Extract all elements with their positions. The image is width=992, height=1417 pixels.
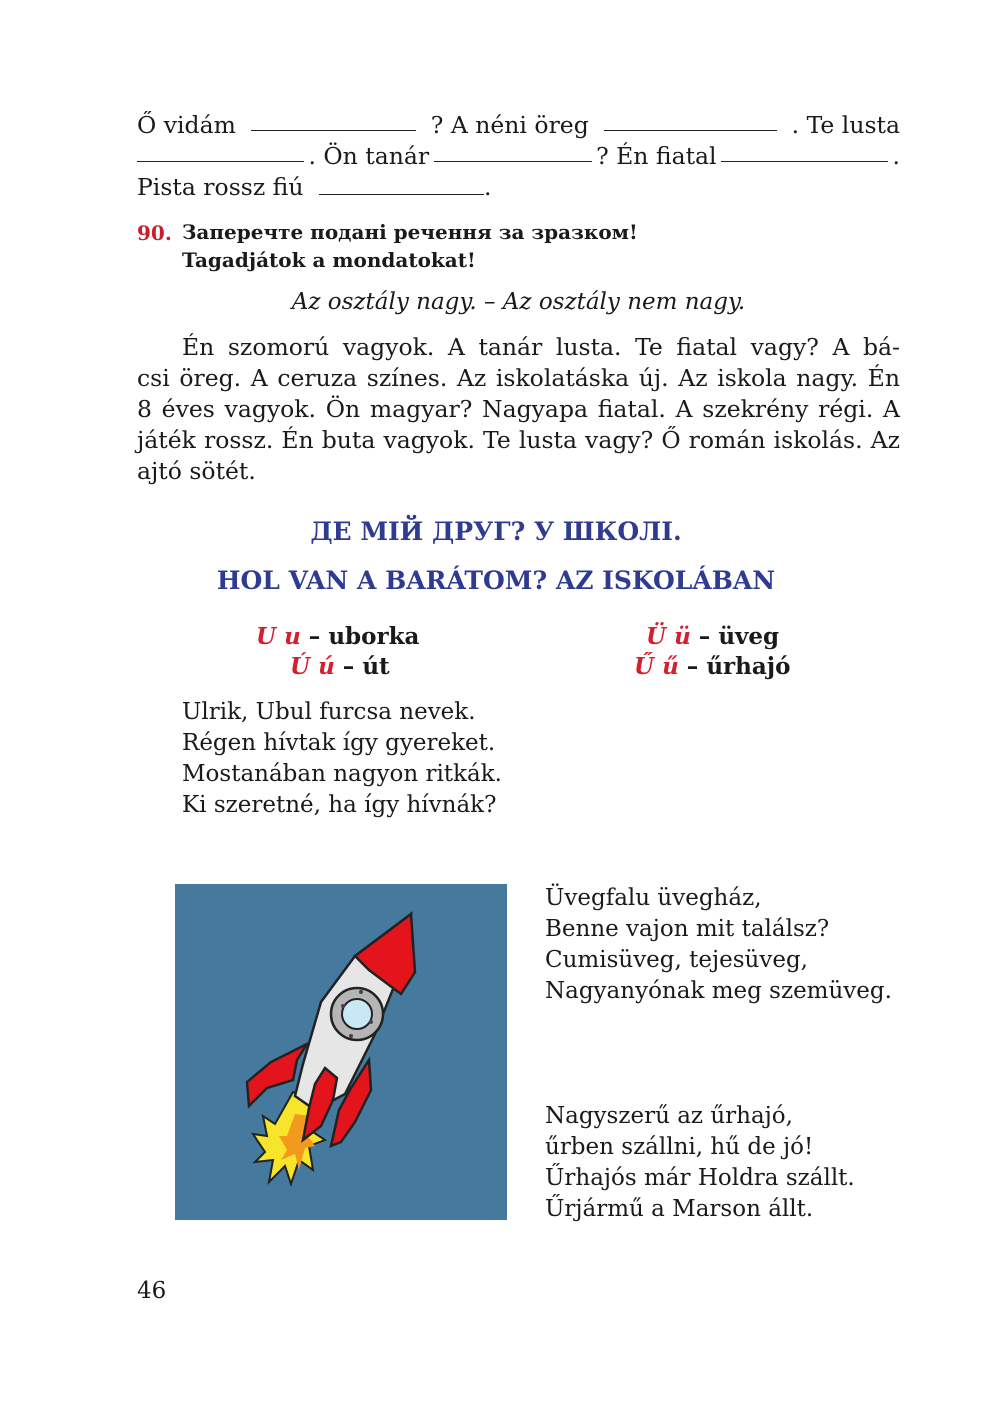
exercise-text: csi öreg. A ceruza színes. Az iskolatáska új. Az iskola nagy. Én <box>137 364 900 392</box>
fill-text: Pista rossz fiú <box>137 173 304 201</box>
blank-line[interactable] <box>137 141 304 162</box>
poem-line: Mostanában nagyon ritkák. <box>182 761 502 787</box>
fill-in-line-3 <box>137 172 900 203</box>
poem-line: Ki szeretné, ha így hívnák? <box>182 792 497 818</box>
rocket-icon <box>175 884 507 1220</box>
letter-pair-ue-long <box>634 653 790 680</box>
blank-line[interactable] <box>434 141 592 162</box>
fill-text: . <box>892 142 900 170</box>
letter-dash: – <box>334 653 363 680</box>
section-heading-ua: ДЕ МІЙ ДРУГ? У ШКОЛІ. <box>310 517 682 546</box>
exercise-text: játék rossz. Én buta vagyok. Te lusta vagy? Ő román iskolás. Az <box>137 426 900 454</box>
fill-text: . <box>483 173 492 201</box>
fill-text: Ő vidám <box>137 111 236 139</box>
poem-ulrik <box>182 697 502 821</box>
poem-uveg <box>545 883 892 1007</box>
exercise-number: 90. <box>137 221 172 245</box>
letter-word: üveg <box>718 623 780 650</box>
blank-line[interactable] <box>251 110 416 131</box>
exercise-example: Az osztály nagy. – Az osztály nem nagy. <box>291 289 746 315</box>
poem-line: Űrjármű a Marson állt. <box>545 1196 814 1222</box>
letter-pair-ue <box>646 623 779 650</box>
poem-line: űrben szállni, hű de jó! <box>545 1134 814 1160</box>
exercise-text: Én szomorú vagyok. A tanár lusta. Te fiatal vagy? A bá- <box>182 333 900 361</box>
exercise-text-line <box>137 394 900 425</box>
fill-in-line-2 <box>137 141 900 172</box>
letter-word: uborka <box>328 623 420 650</box>
fill-text: . Ön tanár <box>308 142 430 170</box>
fill-in-line-1 <box>137 110 900 141</box>
poem-line: Régen hívtak így gyereket. <box>182 730 496 756</box>
section-heading-hu: HOL VAN A BARÁTOM? AZ ISKOLÁBAN <box>216 566 776 595</box>
exercise-text-line <box>137 363 900 394</box>
poem-line: Nagyszerű az űrhajó, <box>545 1103 793 1129</box>
poem-urhajo <box>545 1101 855 1225</box>
poem-line: Nagyanyónak meg szemüveg. <box>545 978 892 1004</box>
poem-line: Ulrik, Ubul furcsa nevek. <box>182 699 476 725</box>
letter-pair-u-long <box>290 653 390 680</box>
letter-dash: – <box>690 623 719 650</box>
letter-label: Ü ü <box>646 623 691 650</box>
blank-line[interactable] <box>319 174 484 195</box>
letter-label: Ú ú <box>290 653 335 680</box>
letter-dash: – <box>678 653 707 680</box>
letter-word: út <box>362 653 390 680</box>
exercise-text-line <box>137 425 900 456</box>
exercise-text-line <box>137 332 900 363</box>
exercise-text: ajtó sötét. <box>137 457 256 485</box>
letter-label: Ű ű <box>634 653 679 680</box>
exercise-text-line <box>137 456 900 487</box>
poem-line: Űrhajós már Holdra szállt. <box>545 1165 855 1191</box>
letter-word: űrhajó <box>706 653 791 680</box>
fill-text: ? Én fiatal <box>596 142 717 170</box>
fill-text: . Te lusta <box>791 111 900 139</box>
letter-label: U u <box>256 623 301 650</box>
poem-line: Benne vajon mit találsz? <box>545 916 830 942</box>
rocket-illustration <box>175 884 507 1220</box>
exercise-instruction-hu: Tagadjátok a mondatokat! <box>182 248 476 272</box>
fill-text: ? A néni öreg <box>430 111 589 139</box>
blank-line[interactable] <box>604 110 777 131</box>
page-number: 46 <box>137 1278 167 1304</box>
letter-dash: – <box>300 623 329 650</box>
poem-line: Üvegfalu üvegház, <box>545 885 762 911</box>
blank-line[interactable] <box>721 141 888 162</box>
exercise-text: 8 éves vagyok. Ön magyar? Nagyapa fiatal. A szekrény régi. A <box>137 395 900 423</box>
letter-pair-u <box>256 623 419 650</box>
exercise-instruction-ua: Заперечте подані речення за зразком! <box>182 220 638 244</box>
poem-line: Cumisüveg, tejesüveg, <box>545 947 808 973</box>
